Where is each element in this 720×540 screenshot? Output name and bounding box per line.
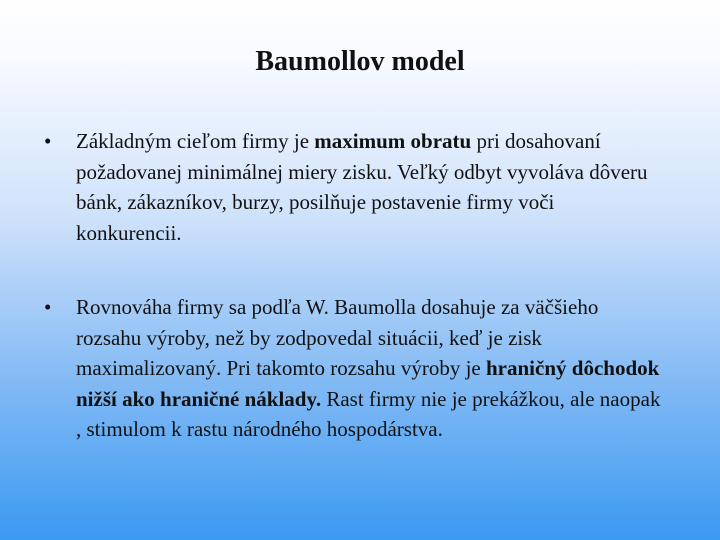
bullet-list <box>44 126 664 489</box>
bullet-2-text-end: Rast firmy nie je prekážkou, ale naopak , stimulom k rastu národného hospodárstva. <box>76 386 661 441</box>
bullet-1-text: Základným cieľom firmy je <box>76 129 315 153</box>
bullet-marker: • <box>44 129 52 153</box>
bullet-2-bold: hraničný dôchodok nižší ako hraničné náklady. <box>76 356 660 411</box>
bullet-item-2 <box>44 292 664 445</box>
bullet-2-text: Rovnováha firmy sa podľa W. Baumolla dosahuje za väčšieho rozsahu výroby, než by zodpovedal situácii, keď je zisk maximalizovaný. Pri takomto rozsahu výroby je <box>76 295 599 380</box>
slide-title: Baumollov model <box>255 46 465 77</box>
bullet-1-text-end: pri dosahovaní požadovanej minimálnej miery zisku. Veľký odbyt vyvoláva dôveru bánk, zákazníkov, burzy, posilňuje postavenie firmy voči konkurencii. <box>76 129 648 245</box>
bullet-item-1 <box>44 126 664 248</box>
bullet-1-bold: maximum obratu <box>314 129 472 153</box>
bullet-marker: • <box>44 295 52 319</box>
